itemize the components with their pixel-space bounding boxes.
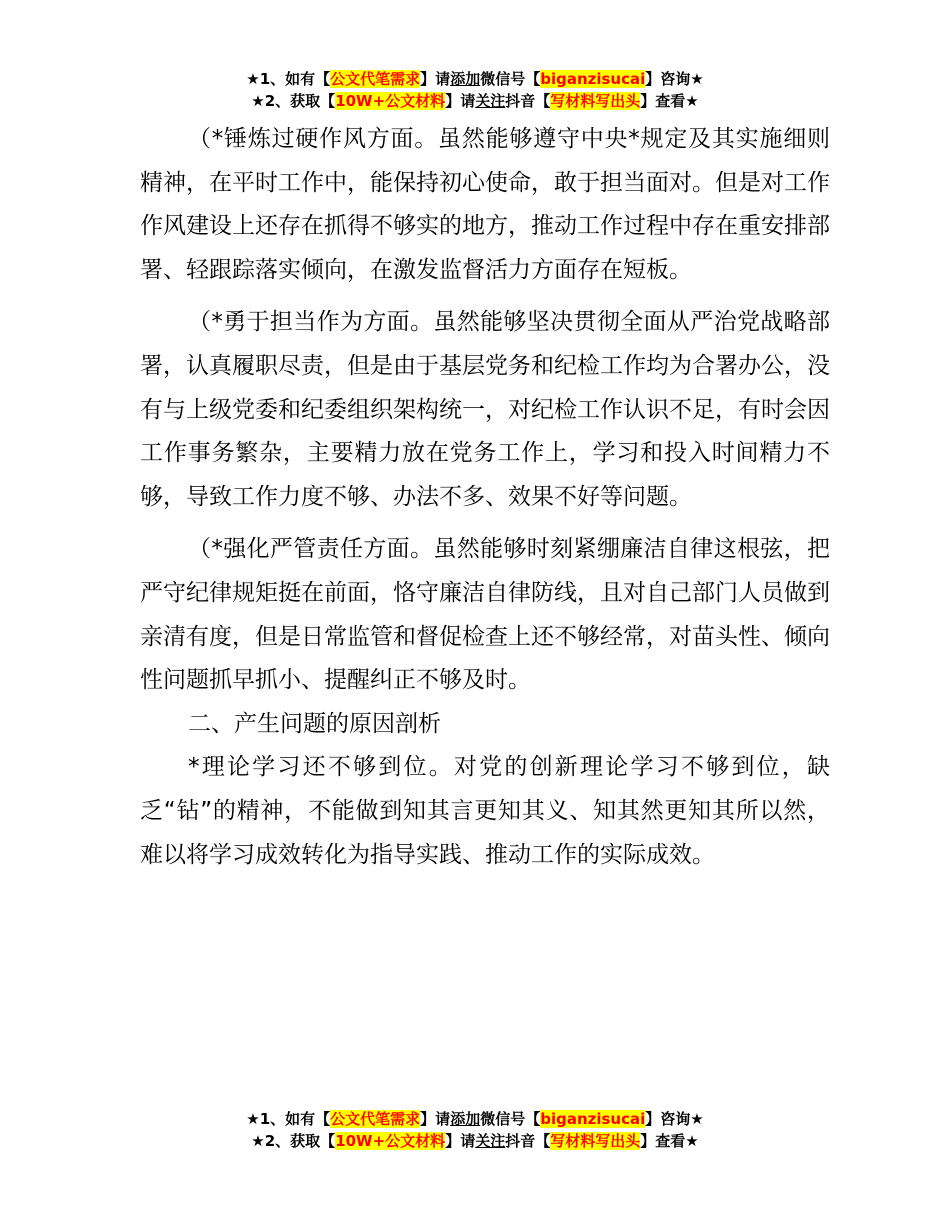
highlight-douyin-id: 写材料写出头 <box>550 92 641 110</box>
document-body <box>140 118 830 886</box>
footer-line-1: ★1、如有【公文代笔需求】请添加微信号【biganzisucai】咨询★ <box>246 1110 704 1128</box>
banner-line-1: ★1、如有【公文代笔需求】请添加微信号【biganzisucai】咨询★ <box>246 70 704 88</box>
footer-highlight-materials: 10W+公文材料 <box>335 1132 446 1150</box>
footer-highlight-service: 公文代笔需求 <box>330 1110 421 1128</box>
footer-highlight-douyin-id: 写材料写出头 <box>550 1132 641 1150</box>
section-heading-cause-analysis: 二、产生问题的原因剖析 <box>188 710 441 737</box>
banner-line-2: ★2、获取【10W+公文材料】请关注抖音【写材料写出头】查看★ <box>251 92 699 110</box>
paragraph-responsibility: （*勇于担当作为方面。虽然能够坚决贯彻全面从严治党战略部署，认真履职尽责，但是由于基层党务和纪检工作均为合署办公，没有与上级党委和纪委组织架构统一，对纪检工作认识不足，有时会因工作事务繁杂，主要精力放在党务工作上，学习和投入时间精力不够，导致工作力度不够、办法不多、效果不好等问题。 <box>140 309 830 510</box>
highlight-wechat-id: biganzisucai <box>540 70 646 88</box>
paragraph-strict-management: （*强化严管责任方面。虽然能够时刻紧绷廉洁自律这根弦，把严守纪律规矩挺在前面，恪守廉洁自律防线，且对自己部门人员做到亲清有度，但是日常监管和督促检查上还不够经常，对苗头性、倾向性问题抓早抓小、提醒纠正不够及时。 <box>140 536 830 694</box>
footer-highlight-wechat-id: biganzisucai <box>540 1110 646 1128</box>
highlight-service: 公文代笔需求 <box>330 70 421 88</box>
footer-banner <box>0 1108 950 1152</box>
highlight-materials: 10W+公文材料 <box>335 92 446 110</box>
paragraph-work-style: （*锤炼过硬作风方面。虽然能够遵守中央*规定及其实施细则精神，在平时工作中，能保持初心使命，敢于担当面对。但是对工作作风建设上还存在抓得不够实的地方，推动工作过程中存在重安排部署、轻跟踪落实倾向，在激发监督活力方面存在短板。 <box>140 126 830 283</box>
header-banner <box>0 68 950 112</box>
footer-line-2: ★2、获取【10W+公文材料】请关注抖音【写材料写出头】查看★ <box>251 1132 699 1150</box>
paragraph-theory-study: *理论学习还不够到位。对党的创新理论学习不够到位，缺乏“钻”的精神，不能做到知其言更知其义、知其然更知其所以然，难以将学习成效转化为指导实践、推动工作的实际成效。 <box>140 754 830 868</box>
